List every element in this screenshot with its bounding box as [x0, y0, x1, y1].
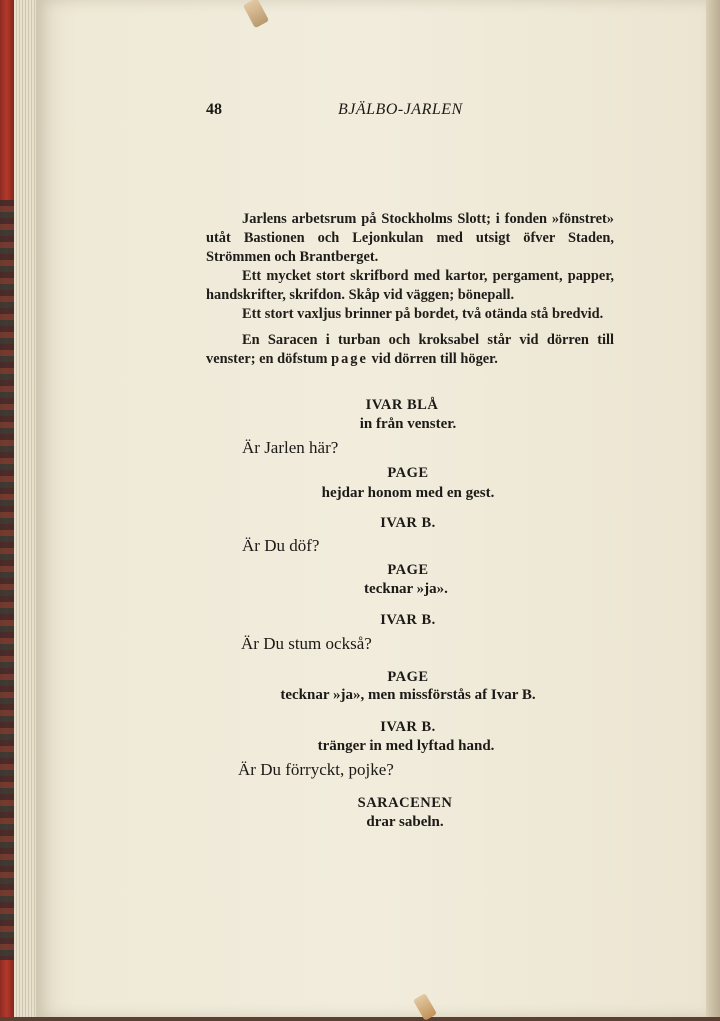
speaker-cue: PAGE [387, 562, 429, 578]
stage-direction: tränger in med lyftad hand. [317, 738, 495, 754]
stage-direction: tecknar »ja», men missförstås af Ivar B. [280, 687, 536, 703]
speaker-cue: IVAR B. [380, 719, 436, 735]
stage-text: En Saracen i turban och kroksabel står vid dörren till venster; en döfstum [206, 332, 614, 367]
speaker-cue: PAGE [387, 465, 429, 481]
speaker-cue: PAGE [387, 669, 429, 685]
stage-direction: hejdar honom med en gest. [321, 485, 495, 501]
dialogue-line: Är Du förryckt, pojke? [238, 760, 394, 779]
stage-directions [206, 210, 614, 369]
stage-text: vid dörren till höger. [367, 351, 498, 367]
book-page [36, 0, 706, 1017]
stage-paragraph: Ett mycket stort skrifbord med kartor, pergament, papper, handskrifter, skrifdon. Skåp vid väggen; bönepall. [206, 268, 614, 303]
stage-text-spaced: page [331, 351, 368, 367]
dialogue-line: Är Du stum också? [241, 634, 372, 653]
stage-paragraph: Ett stort vaxljus brinner på bordet, två otända stå bredvid. [242, 306, 604, 322]
binding-pattern [0, 200, 14, 960]
dialogue-line: Är Jarlen här? [242, 438, 339, 457]
running-title: BJÄLBO-JARLEN [338, 101, 463, 118]
stage-direction: in från venster. [359, 416, 457, 432]
page-right-edge [706, 0, 720, 1017]
speaker-cue: IVAR B. [380, 515, 436, 531]
stage-direction: drar sabeln. [366, 814, 444, 830]
stage-direction: tecknar »ja». [364, 581, 448, 597]
dialogue-line: Är Du döf? [242, 536, 320, 555]
speaker-cue: IVAR B. [380, 612, 436, 628]
speaker-cue: IVAR BLÅ [365, 397, 439, 413]
stage-paragraph: Jarlens arbetsrum på Stockholms Slott; i fonden »fönstret» utåt Bastionen och Lejonkulan med utsigt öfver Staden, Strömmen och Brantberget. [206, 211, 614, 265]
page-number: 48 [206, 101, 222, 118]
stage-paragraph [206, 331, 614, 369]
speaker-cue: SARACENEN [357, 795, 453, 811]
